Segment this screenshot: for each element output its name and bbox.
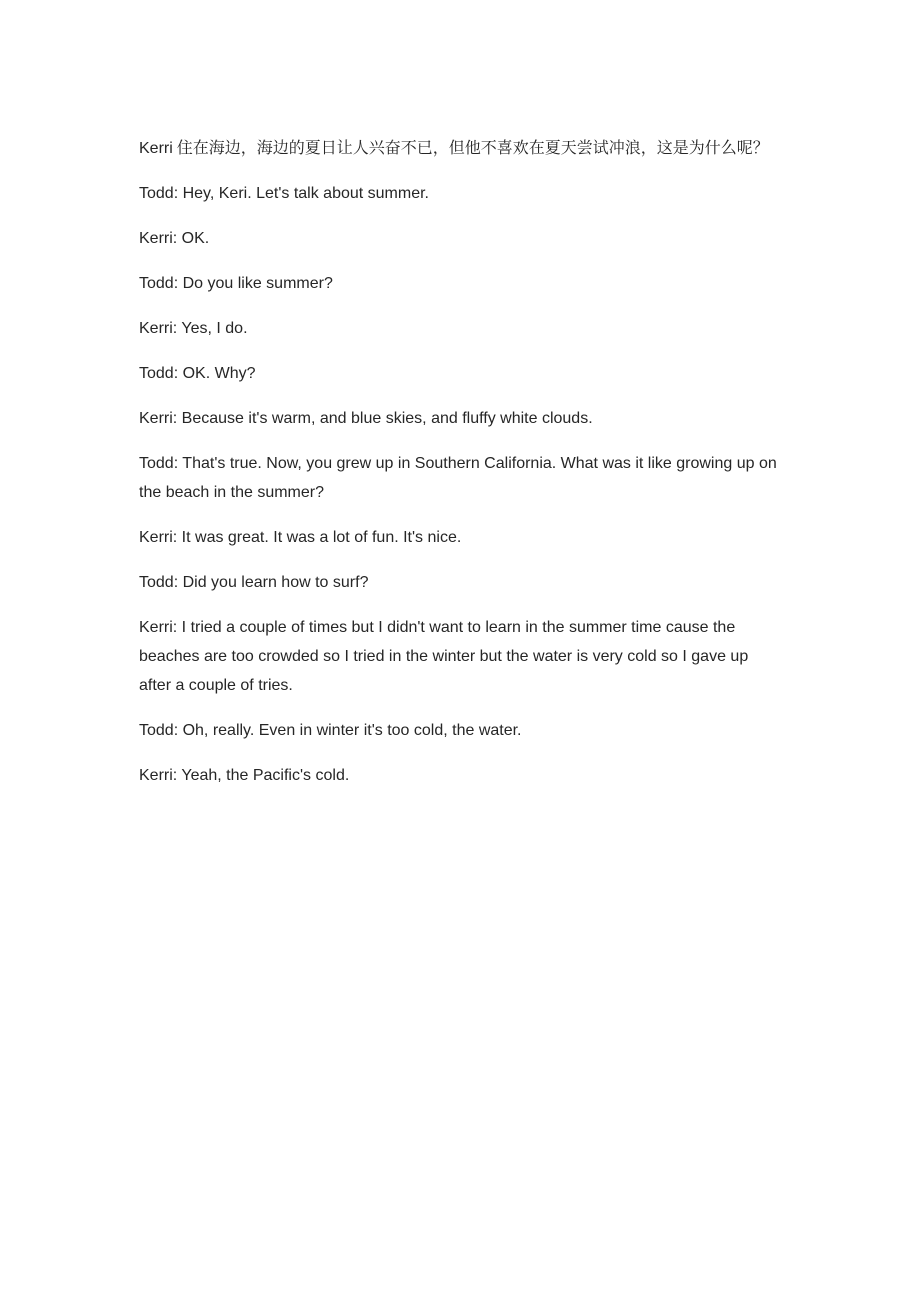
dialogue-line: Kerri: I tried a couple of times but I didn't want to learn in the summer time cause the beaches are too crowded so I tried in the winter but the water is very cold so I gave up after a couple of tries. xyxy=(139,619,749,694)
dialogue-line: Kerri: Yes, I do. xyxy=(139,320,248,337)
intro-paragraph xyxy=(139,134,781,163)
dialogue-line: Todd: Hey, Keri. Let's talk about summer. xyxy=(139,185,429,202)
dialogue-line: Kerri: Yeah, the Pacific's cold. xyxy=(139,767,350,784)
dialogue-line: Todd: Do you like summer? xyxy=(139,275,333,292)
intro-speaker-name: Kerri xyxy=(139,140,173,157)
intro-text: 住在海边，海边的夏日让人兴奋不已，但他不喜欢在夏天尝试冲浪，这是为什么呢？ xyxy=(172,140,769,157)
dialogue-line: Todd: Did you learn how to surf? xyxy=(139,574,369,591)
dialogue-line: Kerri: It was great. It was a lot of fun. It's nice. xyxy=(139,529,462,546)
dialogue-line: Todd: Oh, really. Even in winter it's too cold, the water. xyxy=(139,722,522,739)
dialogue-line: Todd: That's true. Now, you grew up in Southern California. What was it like growing up on the beach in the summer? xyxy=(139,455,777,501)
dialogue-line: Kerri: Because it's warm, and blue skies, and fluffy white clouds. xyxy=(139,410,593,427)
document-body xyxy=(139,134,781,806)
dialogue-line: Kerri: OK. xyxy=(139,230,210,247)
dialogue-line: Todd: OK. Why? xyxy=(139,365,256,382)
